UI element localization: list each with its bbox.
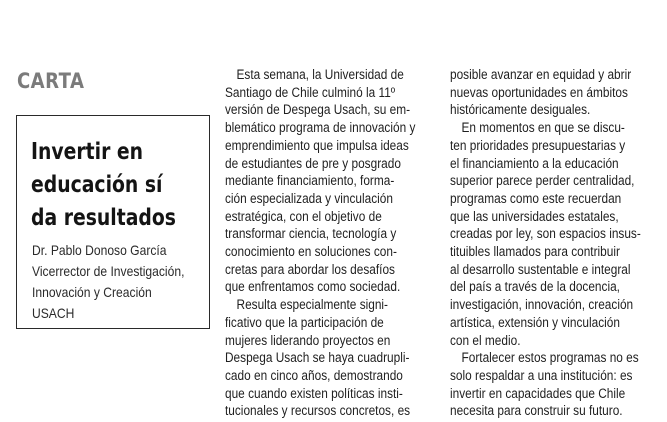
text-line: conocimiento en soluciones con- (225, 244, 397, 260)
article-column-1 (225, 66, 415, 420)
author-institution: USACH (32, 306, 75, 321)
text-line: programas como este recuerdan (450, 190, 622, 206)
article-column-2 (450, 66, 641, 420)
text-line: mujeres liderando proyectos en (225, 332, 391, 348)
text-line: ficativo que la participación de (225, 314, 384, 330)
headline-line: Invertir en (31, 137, 144, 165)
text-line: artística, extensión y vinculación (450, 314, 620, 330)
author-role: Vicerrector de Investigación, (32, 264, 185, 279)
text-line: posible avanzar en equidad y abrir (450, 67, 632, 82)
text-line: el financiamiento a la educación (450, 155, 619, 171)
text-line: invertir en capacidades que Chile (450, 385, 626, 401)
text-line: que cuando existen políticas insti- (225, 385, 403, 401)
headline-line: da resultados (31, 203, 176, 231)
text-line: estratégica, con el objetivo de (225, 208, 382, 224)
text-line: Santiago de Chile culminó la 11º (225, 84, 396, 100)
author-role: Innovación y Creación (32, 285, 152, 300)
text-line: cretas para abordar los desafíos (225, 261, 395, 277)
section-label: CARTA (17, 69, 85, 93)
text-line: tituibles llamados para contribuir (450, 244, 620, 260)
text-line: creadas por ley, son espacios insus- (450, 226, 641, 242)
text-line: nuevas oportunidades en ámbitos (450, 84, 628, 100)
text-line: al desarrollo sustentable e integral (450, 261, 631, 277)
text-line: transformar ciencia, tecnología y (225, 226, 397, 242)
headline (31, 135, 223, 234)
text-line: En momentos en que se discu- (461, 120, 625, 136)
author-name: Dr. Pablo Donoso García (32, 243, 167, 258)
text-line: con el medio. (450, 332, 521, 348)
text-line: necesita para construir su futuro. (450, 403, 623, 419)
text-line: emprendimiento que impulsa ideas (225, 137, 409, 153)
text-line: investigación, innovación, creación (450, 297, 634, 313)
text-line: solo respaldar a una institución: es (450, 367, 633, 383)
text-line: blemático programa de innovación y (225, 120, 416, 136)
headline-box (16, 115, 210, 329)
text-line: mediante financiamiento, forma- (225, 173, 395, 189)
text-line: ten prioridades presupuestarias y (450, 137, 626, 153)
text-line: Fortalecer estos programas no es (461, 350, 639, 366)
text-line: versión de Despega Usach, su em- (225, 102, 411, 118)
text-line: Resulta especialmente signi- (236, 297, 389, 313)
author-byline (32, 240, 210, 324)
text-line: superior parece perder centralidad, (450, 173, 635, 189)
headline-line: educación sí (31, 170, 163, 198)
text-line: históricamente desiguales. (450, 102, 591, 118)
text-line: tucionales y recursos concretos, es (225, 403, 411, 419)
text-line: ción especializada y vinculación (225, 190, 393, 206)
text-line: Despega Usach se haya cuadrupli- (225, 350, 410, 366)
text-line: que las universidades estatales, (450, 208, 619, 224)
text-line: de estudiantes de pre y posgrado (225, 155, 401, 171)
text-line: del país a través de la docencia, (450, 279, 620, 295)
text-line: que enfrentamos como sociedad. (225, 279, 401, 295)
text-line: Esta semana, la Universidad de (236, 67, 404, 82)
text-line: cado en cinco años, demostrando (225, 367, 403, 383)
